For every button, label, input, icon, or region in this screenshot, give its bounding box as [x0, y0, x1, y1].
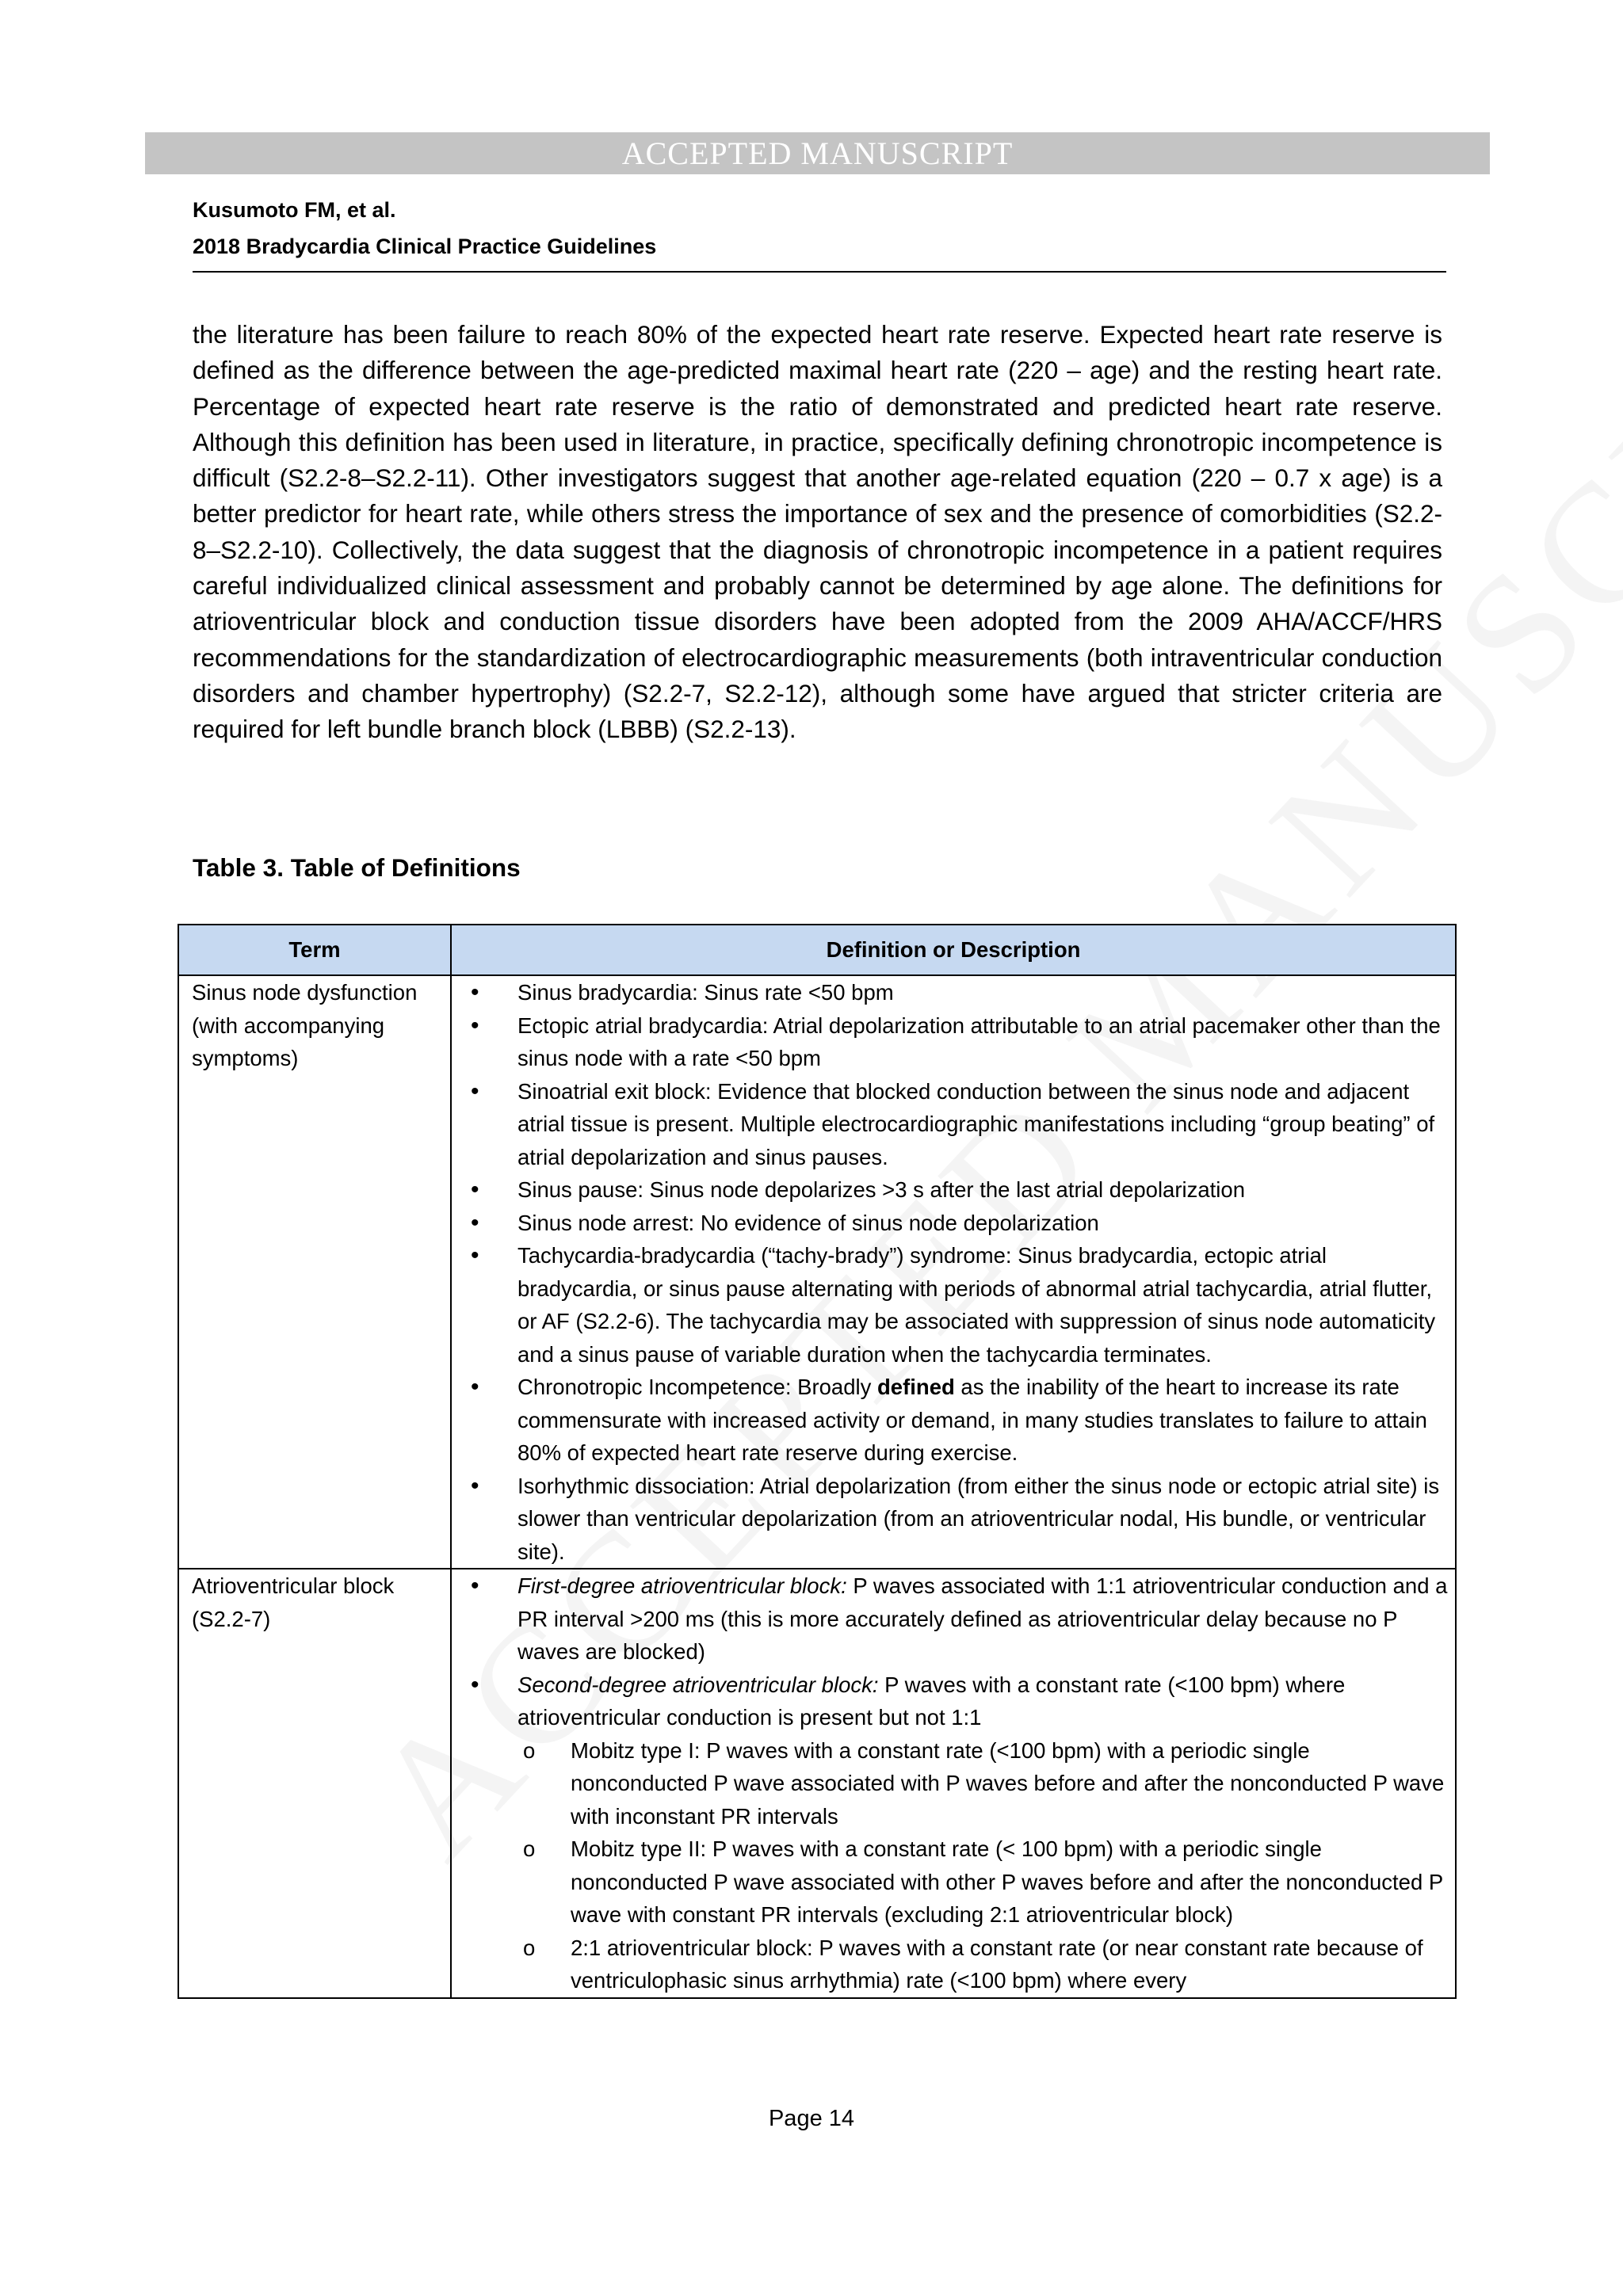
- list-item: [464, 1569, 1449, 1669]
- list-item: • Sinus pause: Sinus node depolarizes >3 s after the last atrial depolarization: [464, 1173, 1449, 1207]
- page-number: Page 14: [768, 2106, 855, 2131]
- item-text: P waves with a constant rate (<100 bpm) where atrioventricular conduction is present but not 1:1: [517, 1672, 1346, 1730]
- definition-list: [464, 1569, 1449, 1997]
- list-item: • Ectopic atrial bradycardia: Atrial depolarization attributable to an atrial pacemaker other than the sinus node with a rate <50 bpm: [464, 1009, 1449, 1075]
- sub-list-item: o Mobitz type II: P waves with a constant rate (< 100 bpm) with a periodic single nonconducted P wave associated with other P waves before and after the nonconducted P wave with constant PR intervals (excluding 2:1 atrioventricular block): [517, 1833, 1449, 1932]
- table-header-row: [178, 925, 1456, 975]
- body-text: [193, 317, 1442, 748]
- col-header-term: Term: [178, 925, 451, 975]
- list-item: • Sinoatrial exit block: Evidence that blocked conduction between the sinus node and adjacent atrial tissue is present. Multiple electrocardiographic manifestations including “group beating” of atrial depolarization and sinus pauses.: [464, 1075, 1449, 1174]
- term-cell: Sinus node dysfunction (with accompanying symptoms): [178, 975, 451, 1569]
- definitions-table: [178, 924, 1457, 1999]
- sub-list-item: o 2:1 atrioventricular block: P waves with a constant rate (or near constant rate because of ventriculophasic sinus arrhythmia) rate (<100 bpm) where every: [517, 1932, 1449, 1997]
- body-paragraph: the literature has been failure to reach 80% of the expected heart rate reserve. Expected heart rate reserve is defined as the difference between the age-predicted maximal heart rate (220 – age) and the resting heart rate. Percentage of expected heart rate reserve is the ratio of demonstrated and predicted heart rate reserve. Although this definition has been used in literature, in practice, specifically defining chronotropic incompetence is difficult (S2.2-8–S2.2-11). Other investigators suggest that another age-related equation (220 – 0.7 x age) is a better predictor for heart rate, while others stress the importance of sex and the presence of comorbidities (S2.2-8–S2.2-10). Collectively, the data suggest that the diagnosis of chronotropic incompetence in a patient requires careful individualized clinical assessment and probably cannot be determined by age alone. The definitions for atrioventricular block and conduction tissue disorders have been adopted from the 2009 AHA/ACCF/HRS recommendations for the standardization of electrocardiographic measurements (both intraventricular conduction disorders and chamber hypertrophy) (S2.2-7, S2.2-12), although some have argued that stricter criteria are required for left bundle branch block (LBBB) (S2.2-13).: [193, 320, 1442, 744]
- definition-cell: [451, 975, 1456, 1569]
- item-text: Chronotropic Incompetence: Broadly: [517, 1375, 877, 1399]
- list-item: • Tachycardia-bradycardia (“tachy-brady”) syndrome: Sinus bradycardia, ectopic atrial bradycardia, or sinus pause alternating with periods of abnormal atrial tachycardia, atrial flutter, or AF (S2.2-6). The tachycardia may be associated with suppression of sinus node automaticity and a sinus pause of variable duration when the tachycardia terminates.: [464, 1239, 1449, 1371]
- col-header-definition: Definition or Description: [451, 925, 1456, 975]
- sub-list: [517, 1734, 1449, 1997]
- term-cell: Atrioventricular block (S2.2-7): [178, 1569, 451, 1998]
- running-header-title: 2018 Bradycardia Clinical Practice Guidelines: [193, 235, 657, 258]
- list-item: • Sinus node arrest: No evidence of sinus node depolarization: [464, 1207, 1449, 1240]
- item-italic-label: First-degree atrioventricular block:: [517, 1573, 847, 1598]
- header-rule: [193, 271, 1446, 273]
- item-text: P waves associated with 1:1 atrioventricular conduction and a PR interval >200 ms (this is more accurately defined as atrioventricular delay because no P waves are blocked): [517, 1573, 1448, 1664]
- table-row: [178, 975, 1456, 1569]
- item-text: as the inability of the heart to increase its rate commensurate with increased activity or demand, in many studies translates to failure to attain 80% of expected heart rate reserve during exercise.: [517, 1375, 1427, 1465]
- definition-cell: [451, 1569, 1456, 1998]
- accepted-manuscript-banner: ACCEPTED MANUSCRIPT: [145, 132, 1490, 174]
- item-italic-label: Second-degree atrioventricular block:: [517, 1672, 879, 1697]
- item-bold-text: defined: [877, 1375, 955, 1399]
- table-row: [178, 1569, 1456, 1998]
- table-title: Table 3. Table of Definitions: [193, 853, 521, 882]
- definition-list: [464, 976, 1449, 1568]
- list-item: • Isorhythmic dissociation: Atrial depolarization (from either the sinus node or ectopic atrial site) is slower than ventricular depolarization (from an atrioventricular nodal, His bundle, or ventricular site).: [464, 1470, 1449, 1569]
- list-item: [464, 1371, 1449, 1470]
- list-item: • Sinus bradycardia: Sinus rate <50 bpm: [464, 976, 1449, 1009]
- list-item: [464, 1669, 1449, 1997]
- sub-list-item: o Mobitz type I: P waves with a constant rate (<100 bpm) with a periodic single nonconducted P wave associated with P waves before and after the nonconducted P wave with inconstant PR intervals: [517, 1734, 1449, 1833]
- running-header-author: Kusumoto FM, et al.: [193, 198, 396, 222]
